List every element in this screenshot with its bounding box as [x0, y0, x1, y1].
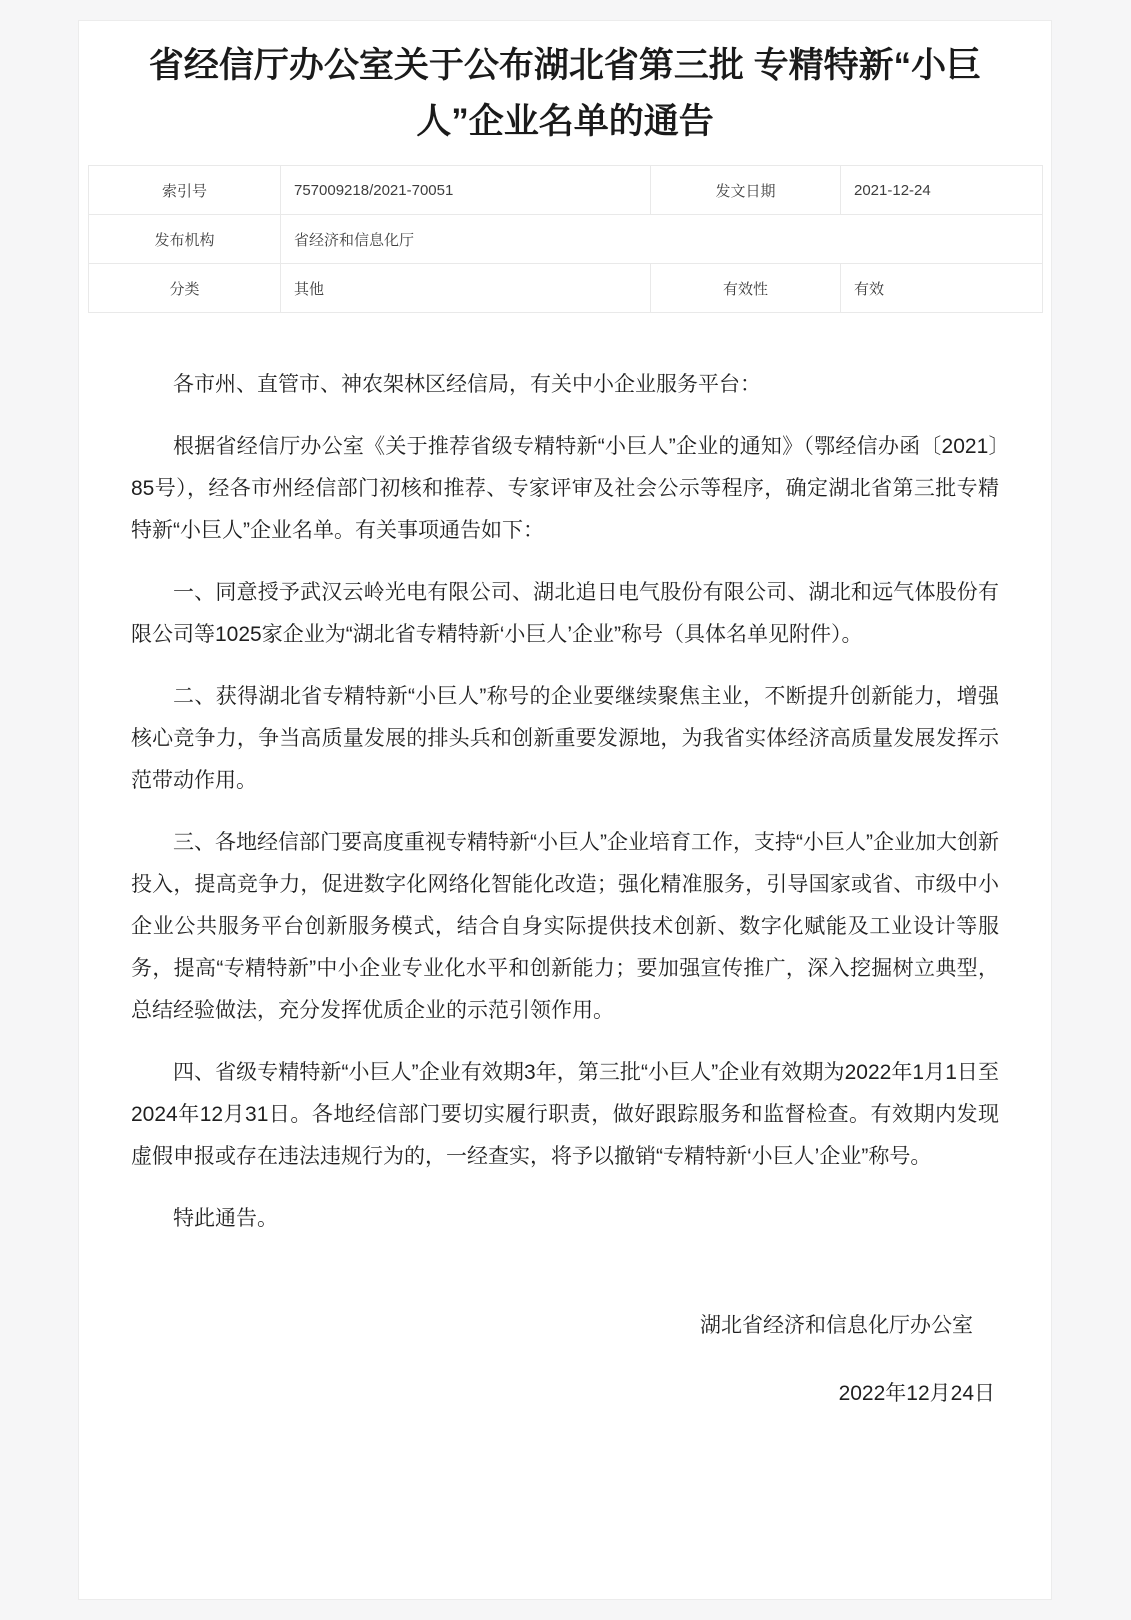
body-paragraph-item-1: 一、同意授予武汉云岭光电有限公司、湖北追日电气股份有限公司、湖北和远气体股份有限公司等1025家企业为“湖北省专精特新‘小巨人’企业”称号（具体名单见附件）。 [131, 581, 999, 646]
meta-table [88, 165, 1043, 313]
meta-label-category: 分类 [89, 264, 281, 313]
body-paragraph-intro: 根据省经信厅办公室《关于推荐省级专精特新“小巨人”企业的通知》（鄂经信办函〔2021〕85号），经各市州经信部门初核和推荐、专家评审及社会公示等程序，确定湖北省第三批专精特新“小巨人”企业名单。有关事项通告如下： [131, 435, 999, 542]
page-background [0, 20, 1131, 1600]
meta-label-org: 发布机构 [89, 215, 281, 264]
signature-date: 2022年12月24日 [838, 1382, 995, 1405]
signature-org: 湖北省经济和信息化厅办公室 [700, 1314, 973, 1337]
body-paragraph-item-4: 四、省级专精特新“小巨人”企业有效期3年，第三批“小巨人”企业有效期为2022年1月1日至2024年12月31日。各地经信部门要切实履行职责，做好跟踪服务和监督检查。有效期内发现虚假申报或存在违法违规行为的，一经查实，将予以撤销“专精特新‘小巨人’企业”称号。 [131, 1061, 999, 1168]
meta-label-pub-date: 发文日期 [651, 166, 841, 215]
body-paragraph-item-3: 三、各地经信部门要高度重视专精特新“小巨人”企业培育工作，支持“小巨人”企业加大创新投入，提高竞争力，促进数字化网络化智能化改造；强化精准服务，引导国家或省、市级中小企业公共服务平台创新服务模式，结合自身实际提供技术创新、数字化赋能及工业设计等服务，提高“专精特新”中小企业专业化水平和创新能力；要加强宣传推广，深入挖掘树立典型，总结经验做法，充分发挥优质企业的示范引领作用。 [131, 831, 999, 1022]
meta-value-index: 757009218/2021-70051 [281, 166, 651, 215]
meta-row-index-date [89, 166, 1043, 215]
meta-label-index: 索引号 [89, 166, 281, 215]
meta-label-validity: 有效性 [651, 264, 841, 313]
document-card [78, 20, 1052, 1600]
meta-value-category: 其他 [281, 264, 651, 313]
meta-value-pub-date: 2021-12-24 [841, 166, 1043, 215]
document-body [131, 364, 999, 1415]
body-paragraph-closing: 特此通告。 [173, 1207, 278, 1230]
meta-row-category-validity [89, 264, 1043, 313]
body-paragraph-item-2: 二、获得湖北省专精特新“小巨人”称号的企业要继续聚焦主业，不断提升创新能力，增强核心竞争力，争当高质量发展的排头兵和创新重要发源地，为我省实体经济高质量发展发挥示范带动作用。 [131, 685, 999, 792]
meta-row-org [89, 215, 1043, 264]
meta-value-validity: 有效 [841, 264, 1043, 313]
page-title: 省经信厅办公室关于公布湖北省第三批 专精特新“小巨人”企业名单的通告 [148, 46, 982, 141]
meta-value-org: 省经济和信息化厅 [281, 215, 1043, 264]
body-paragraph-salutation: 各市州、直管市、神农架林区经信局，有关中小企业服务平台： [173, 373, 761, 396]
